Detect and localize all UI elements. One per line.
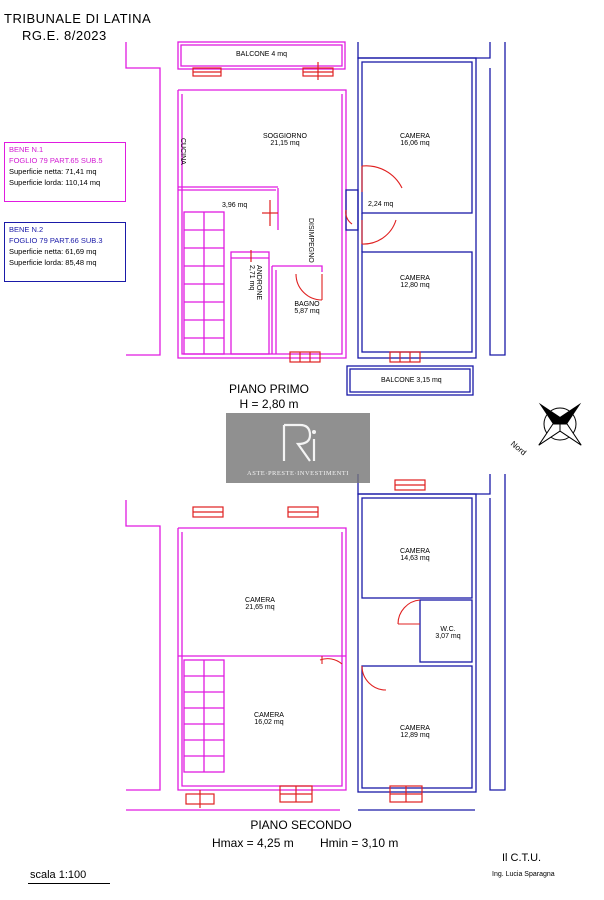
scale-underline (28, 883, 110, 884)
balcone-bottom-label: BALCONE 3,15 mq (381, 377, 442, 384)
bene2-box (4, 222, 126, 282)
corridor-area: 2,24 mq (368, 201, 394, 208)
ctu-label: Il C.T.U. (502, 852, 542, 864)
camera-left-bottom-label: CAMERA 16,02 mq (254, 712, 284, 726)
case-number: RG.E. 8/2023 (22, 28, 107, 43)
scale-label: scala 1:100 (30, 869, 87, 881)
floor1-title: PIANO PRIMO (228, 382, 309, 396)
floor2-title: PIANO SECONDO (250, 818, 352, 832)
camera-right-bottom-label: CAMERA 12,89 mq (400, 725, 430, 739)
court-name: TRIBUNALE DI LATINA (4, 11, 152, 26)
cucina-label: CUCINA (179, 138, 186, 165)
bene1-lorda: Superficie lorda: 110,14 mq (9, 177, 101, 187)
watermark-text: ASTE·PRESTE·INVESTIMENTI (247, 470, 349, 477)
compass-label: Nord (508, 439, 528, 458)
floor2-hmax: Hmax = 4,25 m (212, 836, 294, 850)
floor1-height: H = 2,80 m (239, 397, 299, 411)
camera-left-top-label: CAMERA 21,65 mq (245, 597, 275, 611)
floor2-magenta-walls (126, 500, 346, 810)
bene2-lorda: Superficie lorda: 85,48 mq (9, 257, 97, 267)
wc-label: W.C. 3,07 mq (435, 626, 461, 640)
bene1-box (4, 142, 126, 202)
bene1-foglio: FOGLIO 79 PART.65 SUB.5 (9, 155, 103, 165)
watermark-logo (226, 413, 370, 483)
small-room-area: 3,96 mq (222, 202, 248, 209)
disimpegno-label: DISIMPEGNO (307, 218, 314, 263)
floor1-blue-walls (346, 42, 505, 395)
camera-right-top-label: CAMERA 14,63 mq (400, 548, 430, 562)
bene2-foglio: FOGLIO 79 PART.66 SUB.3 (9, 235, 103, 245)
bene2-title: BENE N.2 (9, 225, 44, 234)
floor2-blue-walls (358, 474, 505, 810)
bene2-netta: Superficie netta: 61,69 mq (9, 246, 97, 256)
soggiorno-label: SOGGIORNO 21,15 mq (263, 133, 307, 147)
balcone-top-label: BALCONE 4 mq (236, 51, 287, 58)
bene1-netta: Superficie netta: 71,41 mq (9, 166, 97, 176)
androne-label: ANDRONE 2,71 mq (248, 265, 262, 301)
bene1-title: BENE N.1 (9, 145, 44, 154)
bagno-label: BAGNO 5,87 mq (294, 301, 320, 315)
compass-rose (518, 382, 603, 467)
camera-bottom-label: CAMERA 12,80 mq (400, 275, 430, 289)
camera-top-label: CAMERA 16,06 mq (400, 133, 430, 147)
floor2-hmin: Hmin = 3,10 m (320, 836, 399, 850)
engineer-name: Ing. Lucia Sparagna (492, 871, 555, 878)
